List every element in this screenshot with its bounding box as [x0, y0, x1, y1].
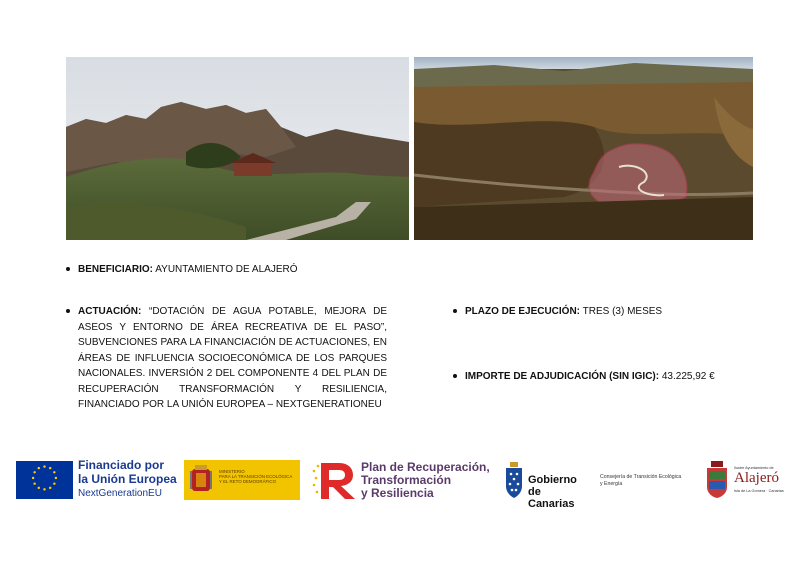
consejeria-line-1: Consejería de Transición Ecológica — [600, 474, 682, 480]
eu-line-3: NextGenerationEU — [78, 488, 162, 499]
aerial-landscape-image — [414, 57, 753, 240]
alajero-top-text: Ilustre Ayuntamiento de — [734, 466, 774, 470]
eu-line-1: Financiado por — [78, 458, 165, 472]
spain-coat-of-arms-icon — [190, 465, 212, 495]
actuacion-line-3: SUBVENCIONES PARA LA FINANCIACIÓN DE ACTUACIONES, EN — [78, 337, 387, 348]
actuacion-line-2: ASEOS Y ENTORNO DE ÁREA RECREATIVA DE EL PASO”, — [78, 321, 387, 333]
prtr-mark-icon — [311, 461, 357, 499]
eu-star-icon — [38, 487, 40, 489]
consejeria-logo — [600, 474, 708, 488]
bullet-icon — [66, 267, 70, 271]
bullet-icon — [66, 309, 70, 313]
eu-star-icon — [49, 487, 51, 489]
actuacion-line-5: NACIONALES. INVERSIÓN 2 DEL COMPONENTE 4 DEL PLAN DE — [78, 368, 387, 379]
gobierno-line-2: de Canarias — [528, 486, 575, 510]
plazo-label: PLAZO DE EJECUCIÓN: — [465, 306, 581, 317]
eu-star-icon — [32, 477, 34, 479]
eu-funding-logo — [16, 459, 186, 501]
mountain-landscape-image — [66, 57, 409, 240]
beneficiario-item — [78, 262, 298, 278]
beneficiario-label: BENEFICIARIO: — [78, 264, 153, 275]
bullet-icon — [453, 309, 457, 313]
actuacion-line-4: ÁREAS DE INFLUENCIA SOCIOECONÓMICA DE LOS PARQUES — [78, 352, 387, 364]
actuacion-line-6: RECUPERACIÓN TRANSFORMACIÓN Y RESILIENCIA, — [78, 383, 387, 395]
importe-item — [465, 369, 715, 385]
actuacion-item — [78, 304, 387, 413]
prtr-line-2: Transformación — [361, 473, 452, 487]
eu-star-icon — [55, 477, 57, 479]
bullet-icon — [453, 374, 457, 378]
eu-star-icon — [53, 482, 55, 484]
actuacion-label: ACTUACIÓN: — [78, 306, 142, 317]
actuacion-line-7: FINANCIADO POR LA UNIÓN EUROPEA – NEXTGENERATIONEU — [78, 399, 382, 410]
alajero-shield-icon — [706, 461, 728, 499]
alajero-name: Alajeró — [734, 470, 779, 486]
eu-star-icon — [33, 482, 35, 484]
gobierno-line-1: Gobierno — [528, 474, 577, 486]
alajero-bottom-text: Isla de La Gomera · Canarias — [734, 489, 784, 493]
plan-recuperacion-logo — [311, 459, 501, 501]
beneficiario-value: AYUNTAMIENTO DE ALAJERÓ — [155, 264, 298, 275]
aerial-terrain-photo — [414, 57, 753, 240]
canarias-crest-icon — [504, 462, 524, 500]
eu-star-icon — [43, 465, 45, 467]
eu-star-icon — [38, 467, 40, 469]
eu-star-icon — [43, 488, 45, 490]
ministerio-logo — [184, 460, 300, 500]
plazo-value: TRES (3) MESES — [582, 306, 663, 317]
eu-stars-icon — [16, 459, 73, 497]
eu-star-icon — [49, 467, 51, 469]
eu-star-icon — [33, 471, 35, 473]
gobierno-canarias-logo — [504, 462, 588, 510]
eu-star-icon — [53, 471, 55, 473]
consejeria-line-2: y Energía — [600, 481, 623, 487]
ayuntamiento-alajero-logo — [706, 461, 790, 501]
recreation-area-photo — [66, 57, 409, 240]
actuacion-line-1: ACTUACIÓN: “DOTACIÓN DE AGUA POTABLE, MEJORA DE — [78, 306, 387, 317]
importe-value: 43.225,92 € — [661, 371, 715, 382]
plazo-item — [465, 304, 662, 320]
prtr-line-1: Plan de Recuperación, — [361, 460, 490, 474]
ministerio-text: MINISTERIO PARA LA TRANSICIÓN ECOLÓGICA Y EL RETO DEMOGRÁFICO — [219, 469, 293, 484]
prtr-line-3: y Resiliencia — [361, 486, 434, 500]
eu-line-2: la Unión Europea — [78, 472, 177, 486]
importe-label: IMPORTE DE ADJUDICACIÓN (SIN IGIC): — [465, 371, 660, 382]
